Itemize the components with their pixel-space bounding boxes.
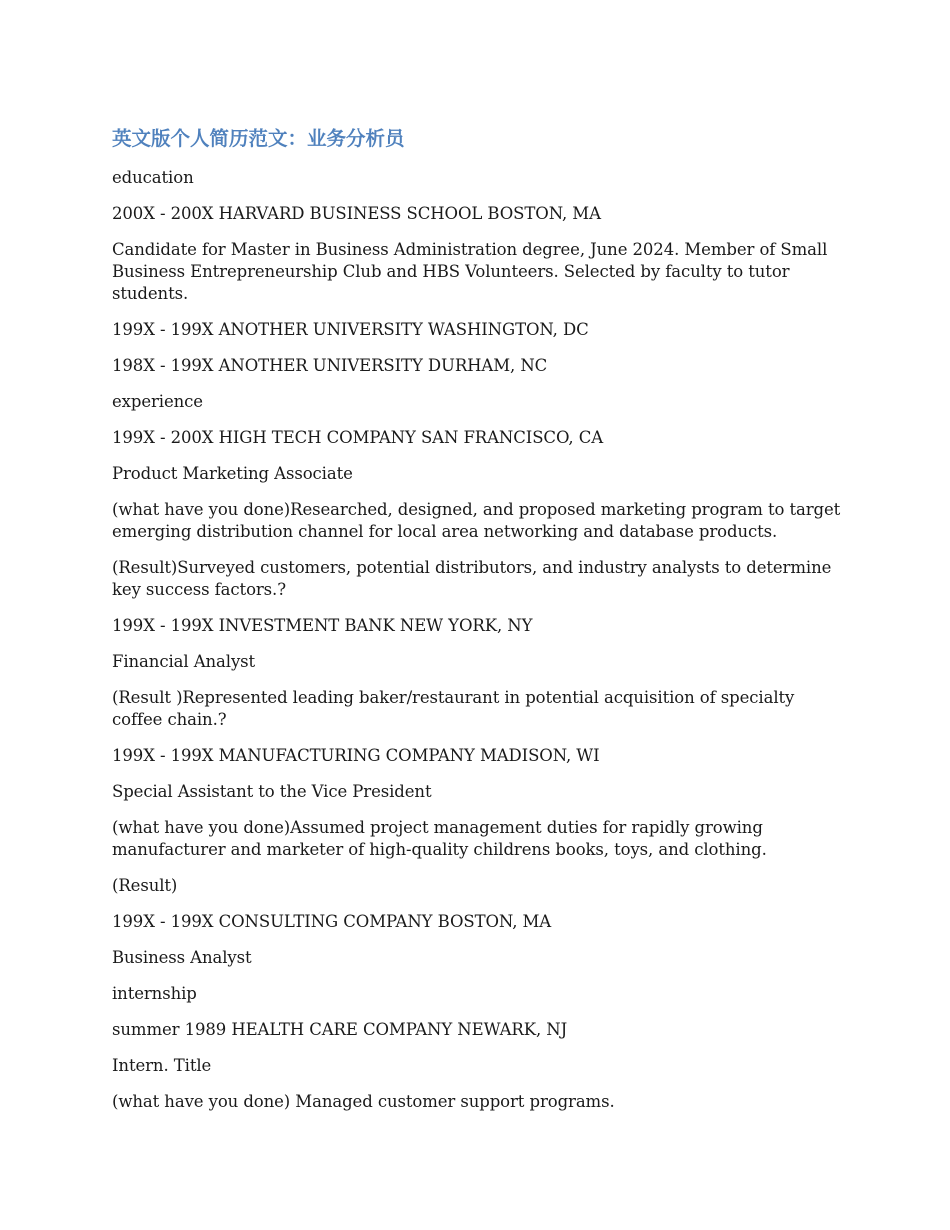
experience-entry-high-tech: 199X - 200X HIGH TECH COMPANY SAN FRANCISCO, CA [112,428,604,447]
job-result: (Result)Surveyed customers, potential distributors, and industry analysts to determine key success factors.? [112,558,832,599]
education-description: Candidate for Master in Business Administration degree, June 2024. Member of Small Business Entrepreneurship Club and HBS Volunteers. Selected by faculty to tutor students. [112,240,828,303]
job-title-business-analyst: Business Analyst [112,948,252,967]
job-result: (Result) [112,876,178,895]
education-entry-durham: 198X - 199X ANOTHER UNIVERSITY DURHAM, NC [112,356,548,375]
document-title: 英文版个人简历范文：业务分析员 [112,127,405,150]
job-result: (Result )Represented leading baker/restaurant in potential acquisition of specialty coffee chain.? [112,688,795,729]
job-description: (what have you done)Researched, designed, and proposed marketing program to target emerging distribution channel for local area networking and database products. [112,500,841,541]
experience-entry-consulting: 199X - 199X CONSULTING COMPANY BOSTON, MA [112,912,552,931]
education-entry-washington: 199X - 199X ANOTHER UNIVERSITY WASHINGTON, DC [112,320,589,339]
job-title-special-assistant: Special Assistant to the Vice President [112,782,432,801]
education-entry-harvard: 200X - 200X HARVARD BUSINESS SCHOOL BOSTON, MA [112,204,601,223]
internship-entry-health-care: summer 1989 HEALTH CARE COMPANY NEWARK, NJ [112,1020,568,1039]
section-heading-experience: experience [112,392,203,411]
document-page [112,124,847,1127]
experience-entry-investment-bank: 199X - 199X INVESTMENT BANK NEW YORK, NY [112,616,533,635]
experience-entry-manufacturing: 199X - 199X MANUFACTURING COMPANY MADISON, WI [112,746,600,765]
section-heading-internship: internship [112,984,197,1003]
job-description: (what have you done)Assumed project management duties for rapidly growing manufacturer and marketer of high-quality childrens books, toys, and clothing. [112,818,767,859]
job-description: (what have you done) Managed customer support programs. [112,1092,615,1111]
job-title-financial-analyst: Financial Analyst [112,652,256,671]
section-heading-education: education [112,168,194,187]
job-title-intern: Intern. Title [112,1056,212,1075]
job-title-product-marketing: Product Marketing Associate [112,464,353,483]
